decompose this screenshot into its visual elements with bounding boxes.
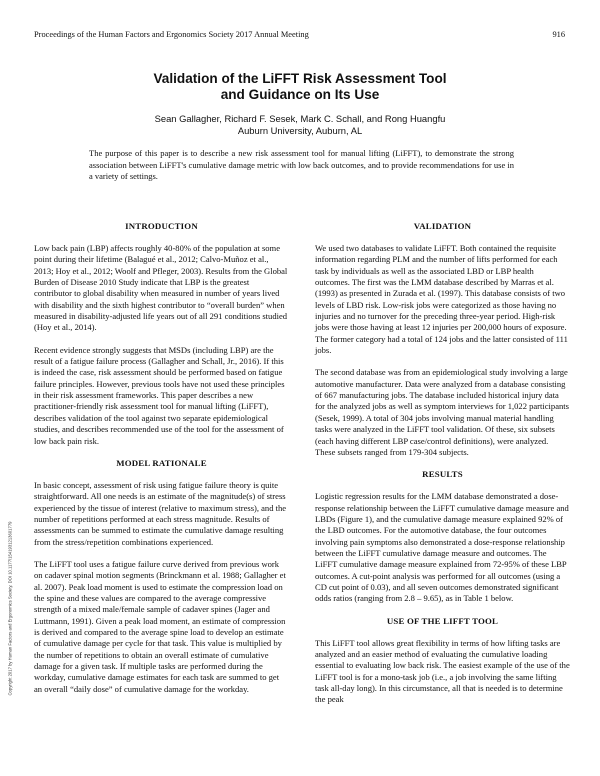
title-line-1: Validation of the LiFFT Risk Assessment Tool	[153, 71, 447, 86]
author-names: Sean Gallagher, Richard F. Sesek, Mark C. Schall, and Rong Huangfu	[154, 113, 446, 124]
title-line-2: and Guidance on Its Use	[220, 87, 380, 102]
use-of-tool-heading: USE OF THE LIFFT TOOL	[386, 615, 499, 626]
left-column	[34, 220, 289, 695]
copyright-text: Copyright 2017 by Human Factors and Ergonomics Society. DOI 10.1177/1541931213601779	[7, 521, 13, 696]
results-heading: RESULTS	[422, 469, 463, 480]
page-number: 916	[552, 30, 565, 39]
use-of-tool-paragraph-1: This LiFFT tool allows great flexibility in terms of how lifting tasks are analyzed and an easier method of evaluating the cumulative loading essential to evaluating low back risk. The easiest example of the use of the LiFFT tool is for a mono-task job (i.e., a job involving the same lifting task all-day long). In this circumstance, all that is needed is to determine the peak	[315, 637, 570, 705]
author-block	[0, 113, 600, 137]
introduction-heading: INTRODUCTION	[125, 221, 198, 231]
validation-paragraph-2: The second database was from an epidemiological study involving a large automotive manufacturer. Data were analyzed from a database consisting of 667 manufacturing jobs. The database included historical injury data for the analyzed jobs as well as symptom interviews for 1,022 participants (Sesek, 1999). A total of 304 jobs involving manual material handling tasks were analyzed in the LiFFT tool validation. Of these, six subsets (each having different LBP case/control definitions), were analyzed. These subsets ranged from 179-304 subjects.	[315, 367, 569, 457]
validation-paragraph-1: We used two databases to validate LiFFT. Both contained the requisite information regarding PLM and the number of lifts performed for each task by individuals as well as the associated LBD or LBP health outcomes. The first was the LMM database described by Marras et al. (1993) as presented in Zurada et al. (1997). This database consists of two levels of LBD risk. Low-risk jobs were categorized as those having no injuries and no turnover for the preceding three-year period. High-risk jobs were those having at least 12 injuries per 200,000 hours of exposure. The former category had a total of 124 jobs and the latter consisted of 111 jobs.	[315, 243, 568, 356]
author-affiliation: Auburn University, Auburn, AL	[237, 125, 363, 136]
copyright-sidebar	[6, 460, 14, 760]
right-column	[315, 220, 570, 706]
paper-title	[0, 71, 600, 103]
model-rationale-heading: MODEL RATIONALE	[116, 457, 207, 468]
model-rationale-paragraph-1: In basic concept, assessment of risk using fatigue failure theory is quite straightforward. All one needs is an estimate of the magnitude(s) of stress experienced by the tissue of interest (relative to maximum stress), and the number of repetitions performed at each stress magnitude. Results of assessments can be summed to estimate the cumulative damage resulting from the stress/repetition combinations experienced.	[34, 479, 287, 547]
results-paragraph-1: Logistic regression results for the LMM database demonstrated a dose-response relationship between the LiFFT cumulative damage measure and LBDs (Figure 1), and the cumulative damage measure explained 92% of the LBD outcomes. For the automotive database, the four outcomes involving pain symptoms also demonstrated a dose-response relationship between the LiFFT cumulative damage measure and outcomes. The LiFFT cumulative damage measure explained from 72-95% of these LBP outcomes. A cut-point analysis was performed for all outcomes (using a CD cut point of 0.03), and all seven outcomes demonstrated significant odds ratios (ranging from 2.8 – 9.65), as in Table 1 below.	[315, 491, 569, 604]
introduction-paragraph-1: Low back pain (LBP) affects roughly 40-80% of the population at some point during their lifetime (Balagué et al., 2012; Calvo-Muñoz et al., 2013; Hoy et al., 2012; Woolf and Pfleger, 2003). Results from the Global Burden of Disease 2010 Study indicate that LBP is the greatest contributor to global disability when measured in number of years lived with disability and the sixth highest contributor to “overall burden” when measured in disability-adjusted life years out of all 291 conditions studied (Hoy et al., 2014).	[34, 243, 288, 333]
running-header: Proceedings of the Human Factors and Ergonomics Society 2017 Annual Meeting	[34, 30, 309, 39]
introduction-paragraph-2: Recent evidence strongly suggests that MSDs (including LBP) are the result of a fatigue failure process (Gallagher and Schall, Jr., 2016). If this is indeed the case, risk assessment should be performed based on fatigue failure principles. However, previous tools have not used these principles in their risk assessment frameworks. This paper describes a new practitioner-friendly risk assessment tool for manual lifting (LiFFT), describes validation of the tool against two separate epidemiological studies, and describes recommended use of the tool for the assessment of low back pain risk.	[34, 344, 285, 446]
model-rationale-paragraph-2: The LiFFT tool uses a fatigue failure curve derived from previous work on cadaver spinal motion segments (Brinckmann et al. 1988; Gallagher et al. 2007). Peak load moment is used to estimate the compression load on the spine and these values are compared to the average compressive strength of a mixed male/female sample of cadaver spines (Jager and Luttmann, 1991). Given a peak load moment, an estimate of compression is derived and compared to the average spine load to develop an estimate of cumulative damage per cycle for that task. This value is multiplied by the number of repetitions to obtain an overall estimate of cumulative damage for a given task. If multiple tasks are performed during the workday, cumulative damage estimates for each task are summed to get an overall “daily dose” of cumulative damage for the workday.	[34, 558, 286, 694]
validation-heading: VALIDATION	[413, 221, 472, 231]
abstract: The purpose of this paper is to describe a new risk assessment tool for manual lifting (LiFFT), to demonstrate the strong association between LiFFT's cumulative damage metric with low back outcomes, and to provide recommendations for use in a variety of settings.	[89, 148, 514, 182]
